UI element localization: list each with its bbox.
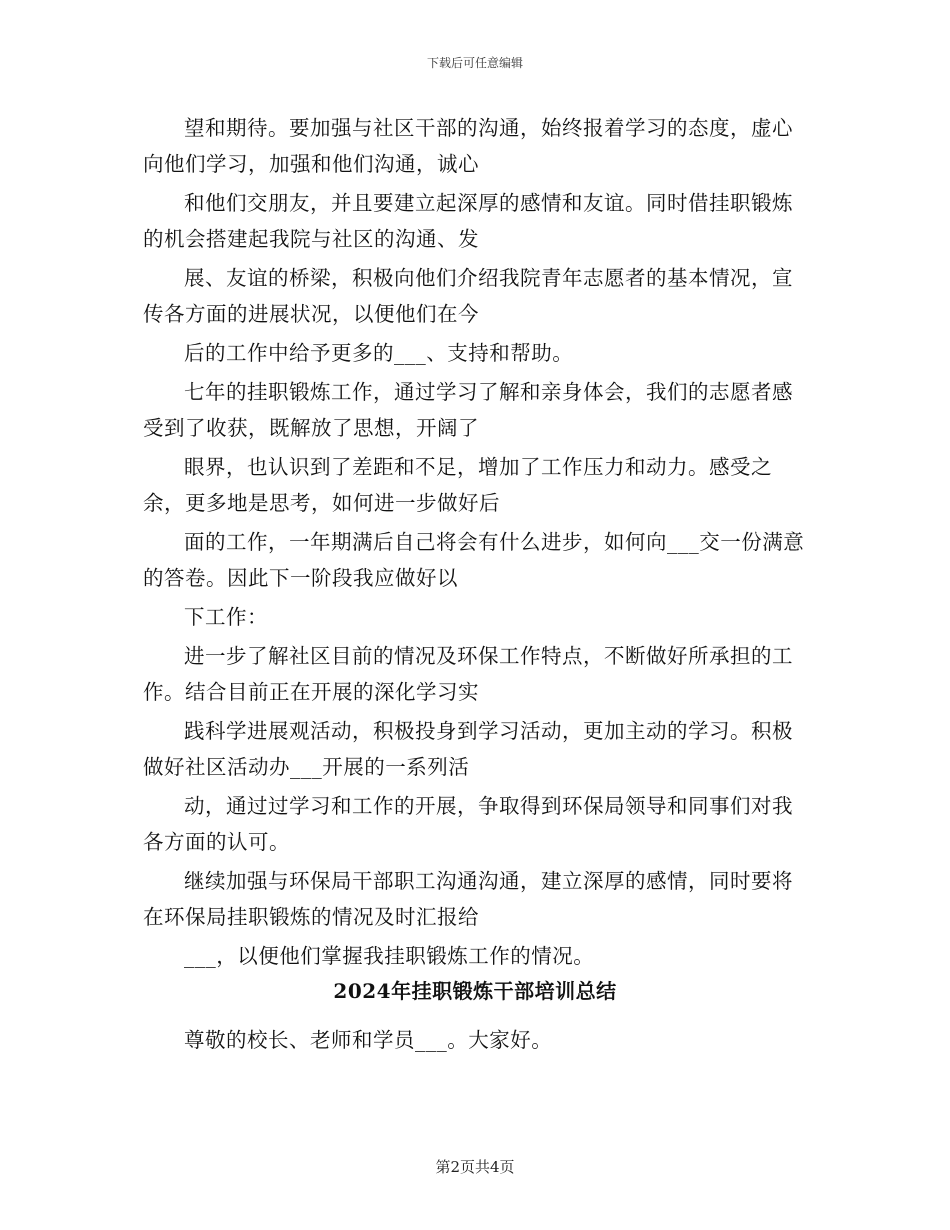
paragraph-9: 进一步了解社区目前的情况及环保工作特点，不断做好所承担的工作。结合目前正在开展的深化学习实	[143, 644, 793, 704]
body-text	[143, 110, 813, 977]
paragraph-7: 面的工作，一年期满后自己将会有什么进步，如何向___交一份满意的答卷。因此下一阶段我应做好以	[143, 530, 805, 590]
paragraph-6: 眼界，也认识到了差距和不足，增加了工作压力和动力。感受之余，更多地是思考，如何进一步做好后	[143, 455, 772, 515]
paragraph-3: 展、友谊的桥梁，积极向他们介绍我院青年志愿者的基本情况，宣传各方面的进展状况，以便他们在今	[143, 266, 793, 326]
header-note: 下载后可任意编辑	[426, 56, 523, 70]
section-title: 2024年挂职锻炼干部培训总结	[333, 979, 617, 1003]
greeting-text: 尊敬的校长、老师和学员___。大家好。	[184, 1028, 553, 1052]
paragraph-4: 后的工作中给予更多的___、支持和帮助。	[184, 341, 574, 365]
paragraph-5: 七年的挂职锻炼工作，通过学习了解和亲身体会，我们的志愿者感受到了收获，既解放了思想，开阔了	[143, 380, 793, 440]
paragraph-11: 动，通过过学习和工作的开展，争取得到环保局领导和同事们对我各方面的认可。	[143, 794, 793, 854]
paragraph-8: 下工作：	[184, 605, 268, 629]
paragraph-12: 继续加强与环保局干部职工沟通沟通，建立深厚的感情，同时要将在环保局挂职锻炼的情况及时汇报给	[143, 869, 793, 929]
paragraph-13: ___，以便他们掌握我挂职锻炼工作的情况。	[184, 944, 595, 968]
paragraph-10: 践科学进展观活动，积极投身到学习活动，更加主动的学习。积极做好社区活动办___开展的一系列活	[143, 719, 793, 779]
paragraph-1: 望和期待。要加强与社区干部的沟通，始终报着学习的态度，虚心向他们学习，加强和他们沟通，诚心	[143, 116, 793, 176]
page-number: 第2页共4页	[435, 1158, 515, 1176]
paragraph-2: 和他们交朋友，并且要建立起深厚的感情和友谊。同时借挂职锻炼的机会搭建起我院与社区的沟通、发	[143, 191, 793, 251]
